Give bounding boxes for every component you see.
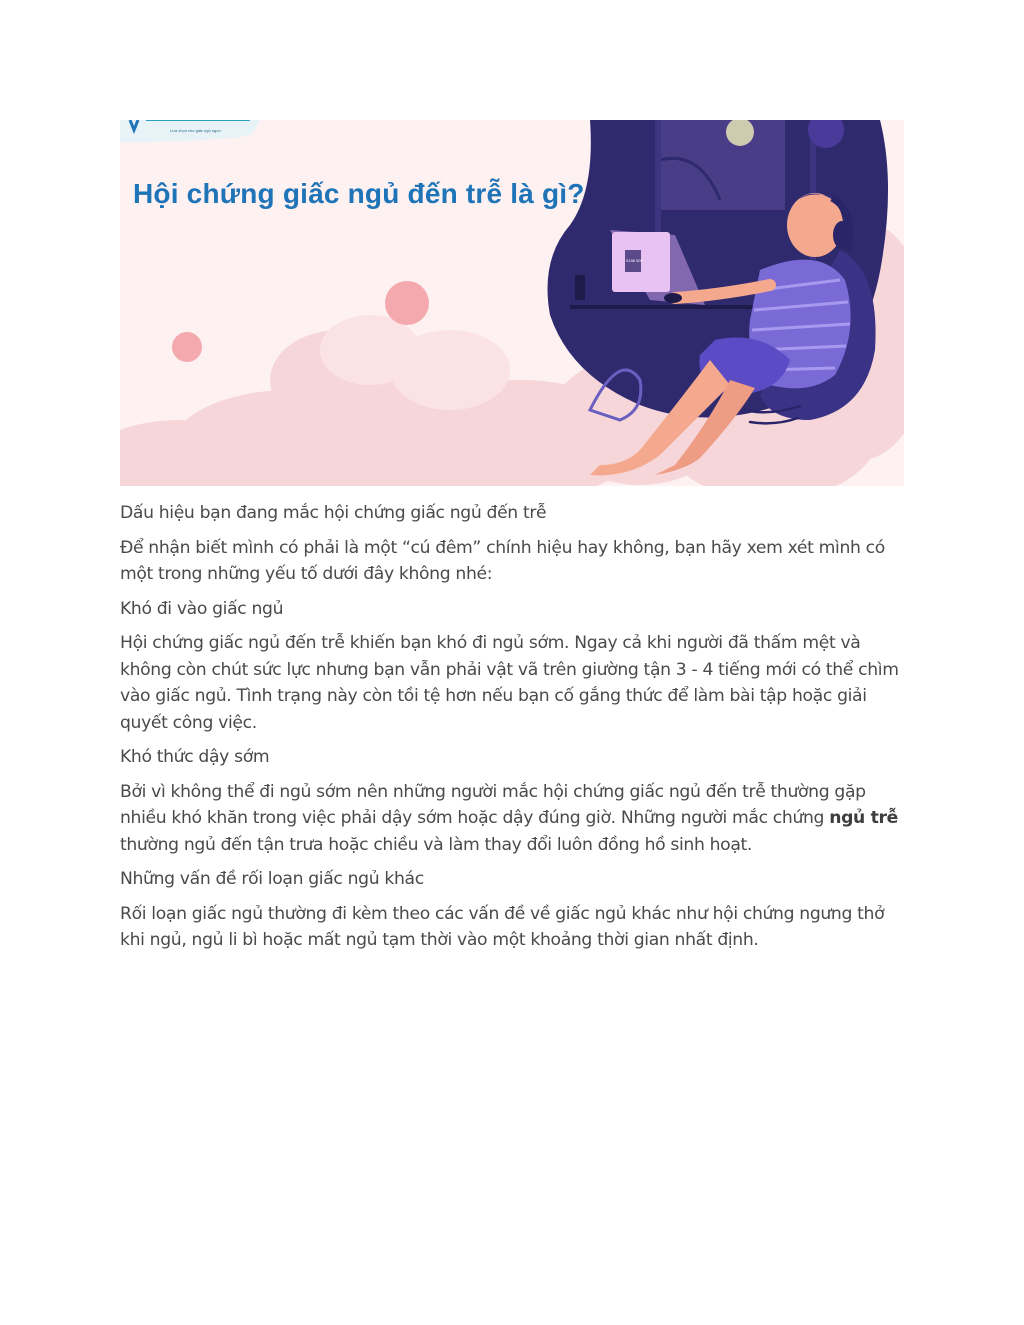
subheading-hard-to-wake: Khó thức dậy sớm: [120, 747, 270, 767]
keyword-link: ngủ trễ: [829, 808, 898, 828]
hero-illustration: [120, 120, 904, 486]
monitor-text: 0198 000: [626, 258, 643, 263]
paragraph-text: thường ngủ đến tận trưa hoặc chiều và làm thay đổi luôn đồng hồ sinh hoạt.: [120, 834, 753, 855]
section-intro: Để nhận biết mình có phải là một “cú đêm” chính hiệu hay không, bạn hãy xem xét mình có một trong những yếu tố dưới đây không nhé:: [120, 537, 885, 584]
subheading-other-disorders: Những vấn đề rối loạn giấc ngủ khác: [120, 869, 424, 889]
paragraph-text: Bởi vì không thể đi ngủ sớm nên những người mắc hội chứng giấc ngủ đến trễ thường gặp nhiều khó khăn trong việc phải dậy sớm hoặc dậy đúng giờ. Những người mắc chứng: [120, 781, 866, 828]
svg-text:Lựa chọn cho giấc ngủ ngon: Lựa chọn cho giấc ngủ ngon: [170, 128, 221, 133]
section-heading: Dấu hiệu bạn đang mắc hội chứng giấc ngủ đến trễ: [120, 503, 547, 523]
hero-image: [120, 120, 904, 486]
subheading-hard-to-sleep: Khó đi vào giấc ngủ: [120, 598, 284, 619]
bubble-decoration: [385, 281, 429, 325]
paragraph-hard-to-wake: [120, 779, 904, 859]
paragraph-other-disorders: Rối loạn giấc ngủ thường đi kèm theo các vấn đề về giấc ngủ khác như hội chứng ngưng thở khi ngủ, ngủ li bì hoặc mất ngủ tạm thời vào một khoảng thời gian nhất định.: [120, 903, 885, 950]
hero-title: Hội chứng giấc ngủ đến trễ là gì?: [133, 178, 585, 209]
article-body: [120, 500, 904, 962]
paragraph-hard-to-sleep: Hội chứng giấc ngủ đến trễ khiến bạn khó đi ngủ sớm. Ngay cả khi người đã thấm mệt và không còn chút sức lực nhưng bạn vẫn phải vật vã trên giường tận 3 - 4 tiếng mới có thể chìm vào giấc ngủ. Tình trạng này còn tồi tệ hơn nếu bạn cố gắng thức để làm bài tập hoặc giải quyết công việc.: [120, 633, 899, 733]
bubble-decoration: [172, 332, 202, 362]
